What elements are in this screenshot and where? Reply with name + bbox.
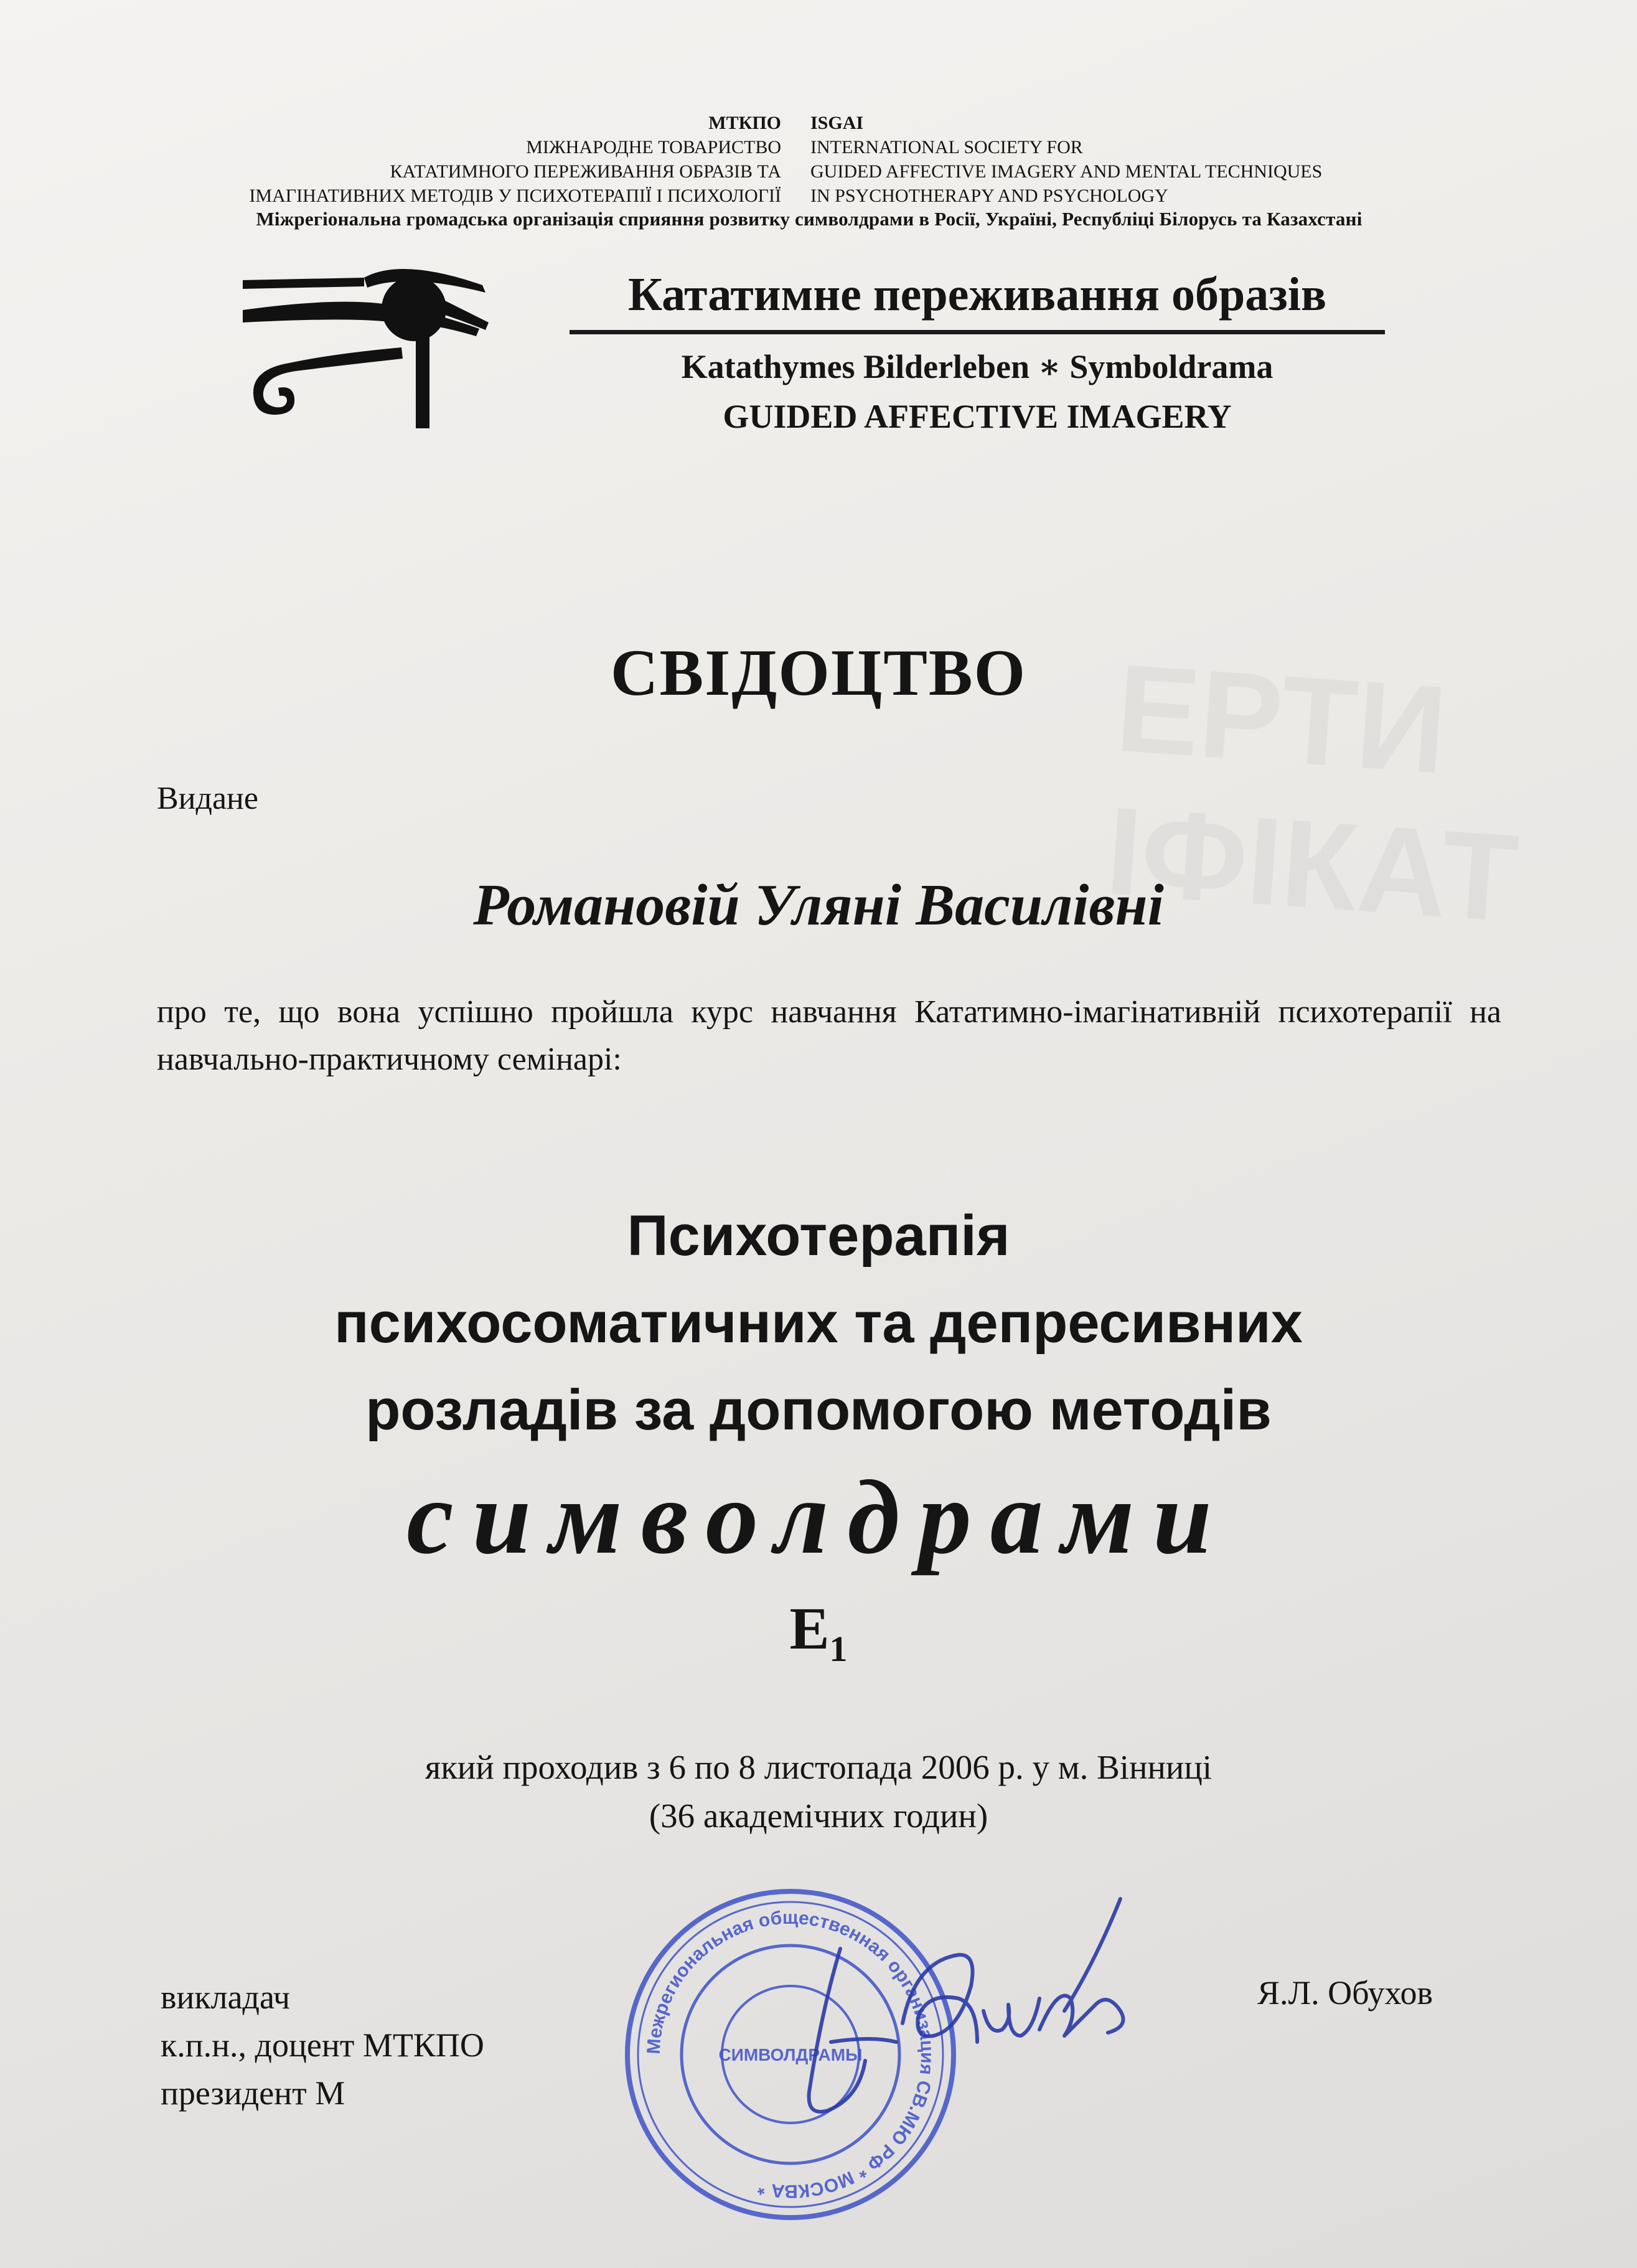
header-abbr-en: ISGAI <box>810 113 864 133</box>
teacher-line: президент М <box>161 2074 345 2112</box>
course-title-line: розладів за допомогою методів <box>365 1378 1272 1442</box>
brand-underline <box>570 330 1385 334</box>
certificate-title: СВІДОЦТВО <box>610 636 1027 709</box>
teacher-line: викладач <box>161 1979 290 2016</box>
header-org-ua-line: КАТАТИМНОГО ПЕРЕЖИВАННЯ ОБРАЗІВ ТА <box>390 161 781 182</box>
recipient-name: Романовій Уляні Василівні <box>473 873 1164 938</box>
bleed-through-text: ЕРТИ ІФІКАТ <box>1102 638 1522 949</box>
header-org-en <box>810 111 1402 208</box>
dates-line: який проходив з 6 по 8 листопада 2006 р. у м. Вінниці <box>424 1748 1213 1786</box>
header-org-ua-line: МІЖНАРОДНЕ ТОВАРИСТВО <box>526 137 781 158</box>
method-name: символдрами <box>406 1459 1231 1576</box>
eye-of-horus-logo <box>240 260 501 435</box>
header-interregional: Міжрегіональна громадська організація сприяння розвитку символдрами в Росії, Україні, Республіці Білорусь та Казахстані <box>256 208 1363 230</box>
header-abbr-ua: МТКПО <box>708 113 781 133</box>
brand-title-de: Katathymes Bilderleben ∗ Symboldrama <box>681 348 1273 385</box>
course-dates <box>0 1743 1637 1840</box>
issued-label: Видане <box>157 781 258 816</box>
course-title-line: Психотерапія <box>627 1204 1010 1268</box>
stamp-inner-text: СИМВОЛДРАМЫ <box>718 2045 863 2064</box>
course-level <box>0 1594 1637 1670</box>
header-org-en-line: GUIDED AFFECTIVE IMAGERY AND MENTAL TECHNIQUES <box>810 161 1323 182</box>
about-text: про те, що вона успішно пройшла курс навчання Кататимно-імагінативній психотерапії на навчально-практичному семінарі: <box>157 994 1501 1077</box>
brand-title-ua: Кататимне переживання образів <box>628 268 1326 321</box>
level-letter: Е <box>789 1595 830 1662</box>
stamp-outer-text: Межрегиональная общественная организация СВ.МЮ РФ * МОСКВА * <box>643 1907 938 2202</box>
hours-line: (36 академічних годин) <box>649 1797 988 1835</box>
header-org-en-line: INTERNATIONAL SOCIETY FOR <box>810 137 1083 158</box>
level-index: 1 <box>829 1629 848 1670</box>
header-org-ua-line: ІМАГІНАТИВНИХ МЕТОДІВ У ПСИХОТЕРАПІЇ І ПСИХОЛОГІЇ <box>249 186 781 206</box>
handwritten-signature <box>772 1886 1145 2148</box>
course-title <box>0 1192 1637 1454</box>
signer-name: Я.Л. Обухов <box>1257 1974 1433 2012</box>
header-org-ua <box>187 111 781 208</box>
header-org-en-line: IN PSYCHOTHERAPY AND PSYCHOLOGY <box>810 186 1168 206</box>
brand-title-en: GUIDED AFFECTIVE IMAGERY <box>723 398 1232 435</box>
teacher-credentials <box>161 1974 484 2117</box>
teacher-line: к.п.н., доцент МТКПО <box>161 2026 484 2064</box>
course-title-line: психосоматичних та депресивних <box>334 1291 1303 1355</box>
